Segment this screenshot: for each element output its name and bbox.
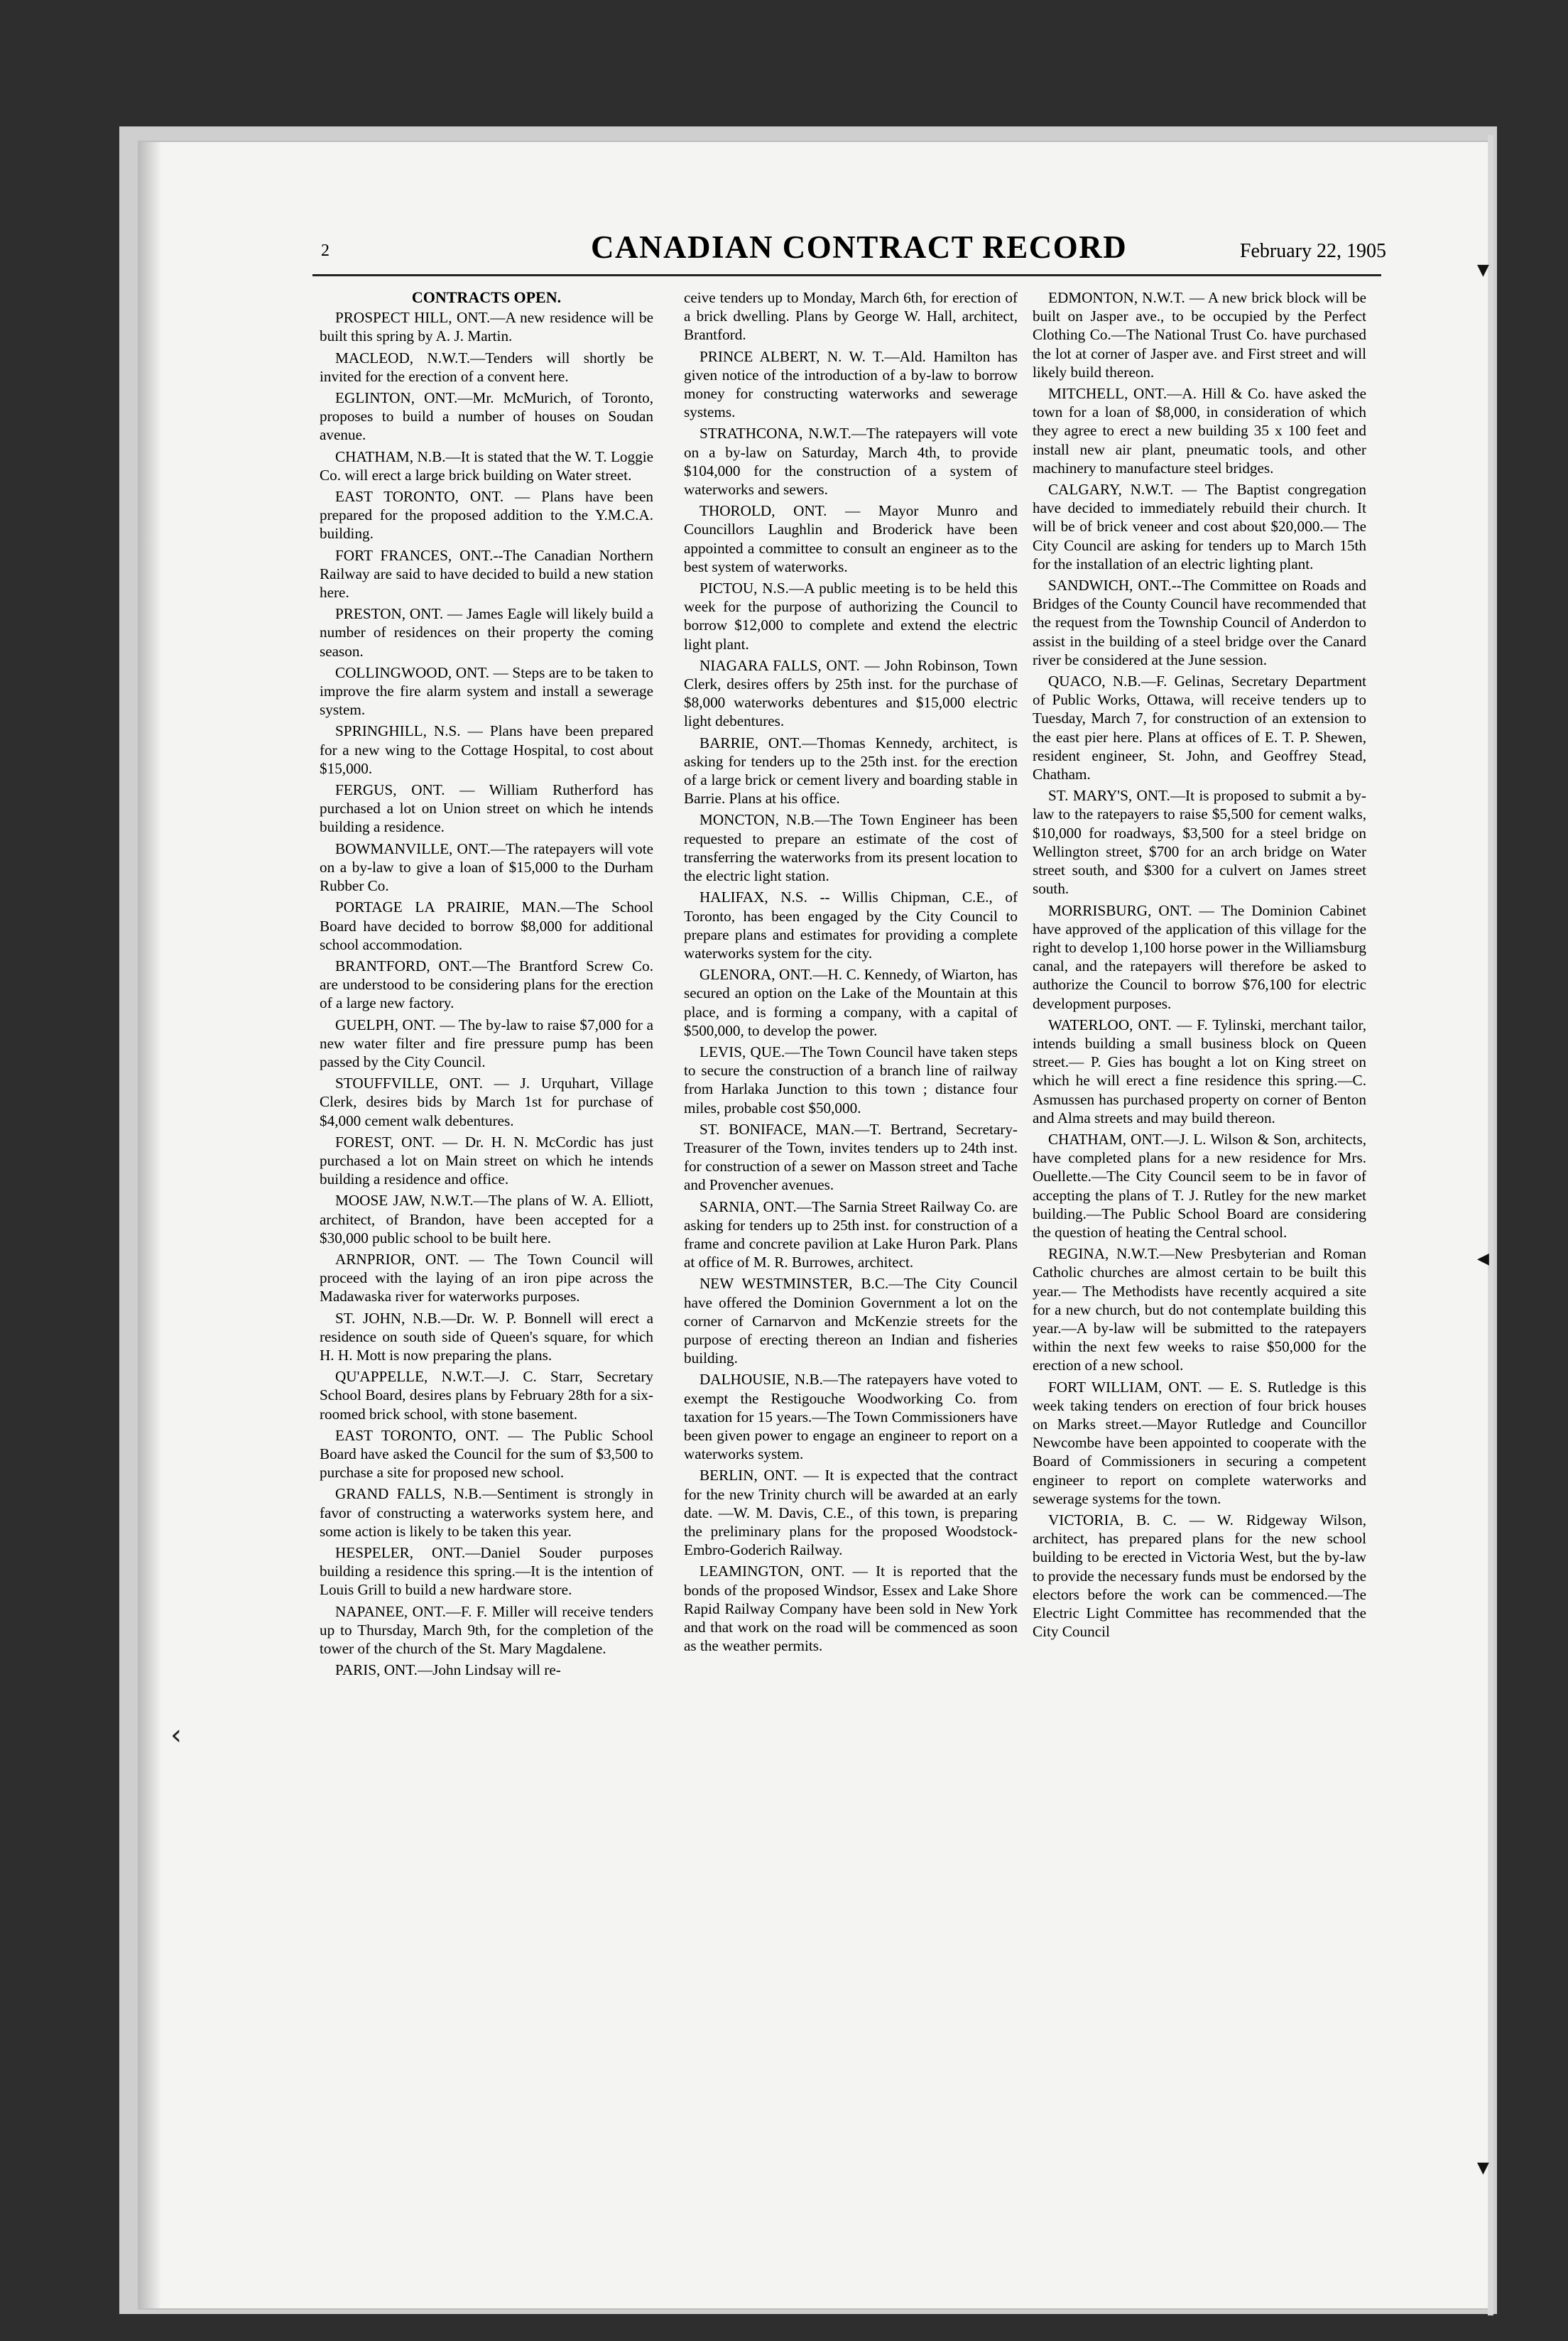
contract-notice: CHATHAM, ONT.—J. L. Wilson & Son, architects, have completed plans for a new residence for Mrs. Ouellette.—The City Council seem to be in favor of accepting the plans of T. J. Rutley for the new market building.—The Public School Board are considering the question of heating the Central school. [1033, 1130, 1366, 1241]
contract-notice: GRAND FALLS, N.B.—Sentiment is strongly in favor of constructing a waterworks system here, and some action is likely to be taken this year. [320, 1485, 653, 1540]
section-heading: CONTRACTS OPEN. [411, 288, 562, 306]
contract-notice: FOREST, ONT. — Dr. H. N. McCordic has just purchased a lot on Main street on which he intends building a residence and office. [320, 1133, 653, 1188]
contract-notice: STOUFFVILLE, ONT. — J. Urquhart, Village Clerk, desires bids by March 1st for purchase of $4,000 cement walk debentures. [320, 1075, 653, 1129]
contract-notice: FORT FRANCES, ONT.--The Canadian Northern Railway are said to have decided to build a new station here. [320, 546, 653, 602]
contract-notice: MACLEOD, N.W.T.—Tenders will shortly be invited for the erection of a convent here. [320, 349, 653, 385]
contract-notice: PRESTON, ONT. — James Eagle will likely build a number of residences on their property the coming season. [320, 605, 653, 660]
contract-notice: GUELPH, ONT. — The by-law to raise $7,000 for a new water filter and fire pressure pump has been passed by the City Council. [320, 1016, 653, 1070]
page-number: 2 [321, 241, 330, 260]
text-column-3 [1033, 288, 1366, 2121]
contract-notice: PARIS, ONT.—John Lindsay will re- [335, 1661, 561, 1679]
page-binding-fold [139, 142, 160, 2308]
contract-notice: ARNPRIOR, ONT. — The Town Council will proceed with the laying of an iron pipe across the Madawaska river for waterworks purposes. [320, 1250, 653, 1305]
margin-arrow-icon: ◀ [1477, 1250, 1489, 1268]
contract-notice: ceive tenders up to Monday, March 6th, for erection of a brick dwelling. Plans by George W. Hall, architect, Brantford. [684, 289, 1018, 344]
contract-notice: EAST TORONTO, ONT. — Plans have been prepared for the proposed addition to the Y.M.C.A. building. [320, 488, 653, 543]
contract-notice: NAPANEE, ONT.—F. F. Miller will receive tenders up to Thursday, March 9th, for the completion of the tower of the church of the St. Mary Magdalene. [320, 1602, 653, 1658]
contract-notice: HALIFAX, N.S. -- Willis Chipman, C.E., of Toronto, has been engaged by the City Council to prepare plans and estimates for providing a complete waterworks system for the city. [684, 889, 1018, 962]
page-right-edge [1488, 135, 1493, 2315]
contract-notice: MOOSE JAW, N.W.T.—The plans of W. A. Elliott, architect, of Brandon, have been accepted for a $30,000 public school to be built here. [320, 1192, 653, 1246]
contract-notice: VICTORIA, B. C. — W. Ridgeway Wilson, architect, has prepared plans for the new school building to be erected in Victoria West, but the by-law to provide the necessary funds must be endorsed by the electors before the work can be commenced.—The Electric Light Committee has recommended that the City Council [1033, 1511, 1366, 1641]
contract-notice: HESPELER, ONT.—Daniel Souder purposes building a residence this spring.—It is the intention of Louis Grill to build a new hardware store. [320, 1544, 653, 1599]
contract-notice: BRANTFORD, ONT.—The Brantford Screw Co. are understood to be considering plans for the erection of a large new factory. [320, 957, 653, 1012]
contract-notice: FERGUS, ONT. — William Rutherford has purchased a lot on Union street on which he intends building a residence. [320, 781, 653, 836]
contract-notice: STRATHCONA, N.W.T.—The ratepayers will vote on a by-law on Saturday, March 4th, to provide $104,000 for the construction of a system of waterworks and sewers. [684, 425, 1018, 499]
contract-notice: THOROLD, ONT. — Mayor Munro and Councillors Laughlin and Broderick have been appointed a committee to consult an engineer as to the best system of waterworks. [684, 502, 1018, 575]
text-column-1 [320, 288, 653, 2121]
contract-notice: ST. BONIFACE, MAN.—T. Bertrand, Secretary-Treasurer of the Town, invites tenders up to 24th inst. for construction of a sewer on Masson street and Tache and Provencher avenues. [684, 1120, 1018, 1194]
contract-notice: CALGARY, N.W.T. — The Baptist congregation have decided to immediately rebuild their church. It will be of brick veneer and cost about $20,000.— The City Council are asking for tenders up to March 15th for the installation of an electric lighting plant. [1033, 481, 1366, 572]
contract-notice: PICTOU, N.S.—A public meeting is to be held this week for the purpose of authorizing the Council to borrow $12,000 to complete and extend the electric light plant. [684, 580, 1018, 653]
contract-notice: GLENORA, ONT.—H. C. Kennedy, of Wiarton, has secured an option on the Lake of the Mountain at this place, and is forming a company, with a capital of $500,000, to develop the power. [684, 966, 1018, 1039]
contract-notice: QUACO, N.B.—F. Gelinas, Secretary Department of Public Works, Ottawa, will receive tenders up to Tuesday, March 7, for construction of an extension to the east pier here. Plans at offices of E. T. P. Shewen, resident engineer, St. John, and Geoffrey Stead, Chatham. [1033, 673, 1366, 783]
contract-notice: QU'APPELLE, N.W.T.—J. C. Starr, Secretary School Board, desires plans by February 28th for a six-roomed brick school, with stone basement. [320, 1368, 653, 1423]
contract-notice: LEVIS, QUE.—The Town Council have taken steps to secure the construction of a branch line of railway from Harlaka Junction to this town ; distance four miles, probable cost $50,000. [684, 1043, 1018, 1117]
margin-arrow-icon: ▼ [1477, 261, 1489, 279]
contract-notice: PROSPECT HILL, ONT.—A new residence will be built this spring by A. J. Martin. [320, 309, 653, 345]
contract-notice: BARRIE, ONT.—Thomas Kennedy, architect, is asking for tenders up to the 25th inst. for the erection of a large brick or cement livery and boarding stable in Barrie. Plans at his office. [684, 734, 1018, 808]
margin-arrow-icon: ▼ [1477, 2159, 1489, 2177]
contract-notice: PRINCE ALBERT, N. W. T.—Ald. Hamilton has given notice of the introduction of a by-law to borrow money for constructing waterworks and sewerage systems. [684, 347, 1018, 421]
contract-notice: NIAGARA FALLS, ONT. — John Robinson, Town Clerk, desires offers by 25th inst. for the purchase of $8,000 waterworks debentures and $15,000 electric light debentures. [684, 656, 1018, 730]
contract-notice: MITCHELL, ONT.—A. Hill & Co. have asked the town for a loan of $8,000, in consideration of which they agree to erect a new building 35 x 100 feet and install new air plant, pneumatic tools, and other machinery to manufacture steel bridges. [1033, 385, 1366, 477]
contract-notice: WATERLOO, ONT. — F. Tylinski, merchant tailor, intends building a small business block on Queen street.— P. Gies has bought a lot on King street on which he will erect a fine residence this spring.—C. Asmussen has purchased property on corner of Benton and Alma streets and may build thereon. [1033, 1016, 1366, 1126]
contract-notice: EDMONTON, N.W.T. — A new brick block will be built on Jasper ave., to be occupied by the Perfect Clothing Co.—The National Trust Co. have purchased the lot at corner of Jasper ave. and First street and will likely build thereon. [1033, 289, 1366, 381]
contract-notice: NEW WESTMINSTER, B.C.—The City Council have offered the Dominion Government a lot on the corner of Carnarvon and McKenzie streets for the purpose of erecting thereon an Indian and fisheries building. [684, 1275, 1018, 1367]
publication-title: CANADIAN CONTRACT RECORD [591, 229, 1128, 265]
contract-notice: ST. JOHN, N.B.—Dr. W. P. Bonnell will erect a residence on south side of Queen's square, for which H. H. Mott is now preparing the plans. [320, 1309, 653, 1364]
contract-notice: PORTAGE LA PRAIRIE, MAN.—The School Board have decided to borrow $8,000 for additional school accommodation. [320, 898, 653, 953]
contract-notice: SANDWICH, ONT.--The Committee on Roads and Bridges of the County Council have recommended that the request from the Township Council of Anderdon to assist in the building of a steel bridge over the Canard river be considered at the June session. [1033, 577, 1366, 668]
contract-notice: DALHOUSIE, N.B.—The ratepayers have voted to exempt the Restigouche Woodworking Co. from taxation for 15 years.—The Town Commissioners have been given power to engage an engineer to report on a waterworks system. [684, 1371, 1018, 1463]
page-header [321, 229, 1386, 271]
contract-notice: REGINA, N.W.T.—New Presbyterian and Roman Catholic churches are almost certain to be built this year.— The Methodists have recently acquired a site for a new church, but do not contemplate building this year.—A by-law will be submitted to the ratepayers within the next few weeks to raise $50,000 for the erection of a new school. [1033, 1245, 1366, 1374]
contract-notice: EGLINTON, ONT.—Mr. McMurich, of Toronto, proposes to build a number of houses on Soudan avenue. [320, 389, 653, 444]
margin-check-mark-icon: ‹ [170, 1719, 182, 1751]
contract-notice: BOWMANVILLE, ONT.—The ratepayers will vote on a by-law to give a loan of $15,000 to the Durham Rubber Co. [320, 840, 653, 895]
header-rule [312, 274, 1381, 276]
contract-notice: SARNIA, ONT.—The Sarnia Street Railway Co. are asking for tenders up to 25th inst. for construction of a frame and concrete pavilion at Lake Huron Park. Plans at office of M. R. Burrowes, architect. [684, 1197, 1018, 1271]
issue-date: February 22, 1905 [1239, 240, 1386, 262]
contract-notice: SPRINGHILL, N.S. — Plans have been prepared for a new wing to the Cottage Hospital, to cost about $15,000. [320, 722, 653, 777]
contract-notice: BERLIN, ONT. — It is expected that the contract for the new Trinity church will be awarded at an early date. —W. M. Davis, C.E., of this town, is preparing the preliminary plans for the proposed Woodstock-Embro-Goderich Railway. [684, 1467, 1018, 1559]
contract-notice: MORRISBURG, ONT. — The Dominion Cabinet have approved of the application of this village for the right to develop 1,100 horse power in the Williamsburg canal, and the ratepayers will therefore be asked to authorize the Council to borrow $76,100 for electric development purposes. [1033, 901, 1366, 1012]
contract-notice: LEAMINGTON, ONT. — It is reported that the bonds of the proposed Windsor, Essex and Lake Shore Rapid Railway Company have been sold in New York and that work on the road will be commenced as soon as the weather permits. [684, 1563, 1018, 1655]
contract-notice: EAST TORONTO, ONT. — The Public School Board have asked the Council for the sum of $3,500 to purchase a site for proposed new school. [320, 1426, 653, 1482]
contract-notice: CHATHAM, N.B.—It is stated that the W. T. Loggie Co. will erect a large brick building on Water street. [320, 447, 653, 484]
contract-notice: FORT WILLIAM, ONT. — E. S. Rutledge is this week taking tenders on erection of four brick houses on Marks street.—Mayor Rutledge and Councillor Newcombe have been appointed to cooperate with the Board of Commissioners in securing a competent engineer to report on complete waterworks and sewerage systems for the town. [1033, 1378, 1366, 1507]
contract-notice: MONCTON, N.B.—The Town Engineer has been requested to prepare an estimate of the cost of transferring the waterworks from its present location to the electric light station. [684, 811, 1018, 885]
text-column-2 [684, 288, 1018, 2121]
contract-notice: COLLINGWOOD, ONT. — Steps are to be taken to improve the fire alarm system and install a sewerage system. [320, 663, 653, 719]
contract-notice: ST. MARY'S, ONT.—It is proposed to submit a by-law to the ratepayers to raise $5,500 for cement walks, $10,000 for roadways, $3,500 for a steel bridge on Wellington street, $700 for an arch bridge on Water street south, and $300 for a culvert on James street south. [1033, 787, 1366, 898]
